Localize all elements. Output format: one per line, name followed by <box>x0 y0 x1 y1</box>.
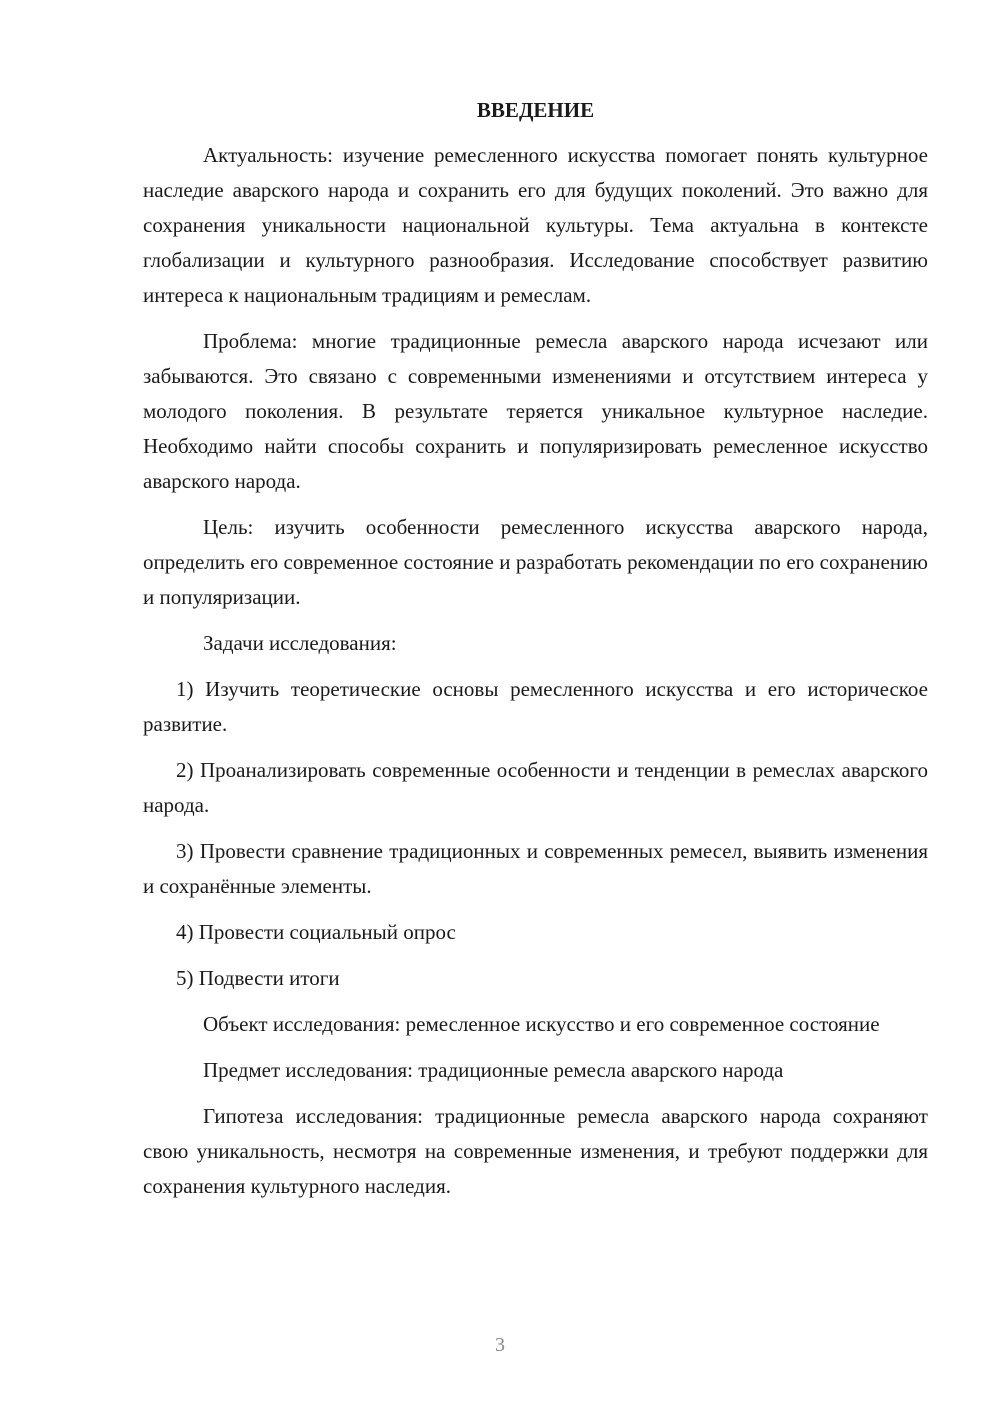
paragraph-relevance: Актуальность: изучение ремесленного искусства помогает понять культурное наследие аварского народа и сохранить его для будущих поколений. Это важно для сохранения уникальности национальной культуры. Тема актуальна в контексте глобализации и культурного разнообразия. Исследование способствует развитию интереса к национальным традициям и ремеслам. <box>143 143 928 307</box>
task-item-2: 2) Проанализировать современные особенности и тенденции в ремеслах аварского народа. <box>143 758 928 817</box>
paragraph-goal: Цель: изучить особенности ремесленного искусства аварского народа, определить его современное состояние и разработать рекомендации по его сохранению и популяризации. <box>143 515 928 609</box>
task-item-1: 1) Изучить теоретические основы ремесленного искусства и его историческое развитие. <box>143 677 928 736</box>
task-item-5: 5) Подвести итоги <box>176 966 340 990</box>
page-title: ВВЕДЕНИЕ <box>476 98 595 122</box>
paragraph-object: Объект исследования: ремесленное искусство и его современное состояние <box>203 1012 880 1036</box>
task-item-4: 4) Провести социальный опрос <box>176 920 456 944</box>
paragraph-subject: Предмет исследования: традиционные ремесла аварского народа <box>203 1058 784 1082</box>
paragraph-tasks-heading: Задачи исследования: <box>203 631 397 655</box>
document-page <box>143 96 928 1215</box>
paragraph-problem: Проблема: многие традиционные ремесла аварского народа исчезают или забываются. Это связано с современными изменениями и отсутствием интереса у молодого поколения. В результате теряется уникальное культурное наследие. Необходимо найти способы сохранить и популяризировать ремесленное искусство аварского народа. <box>143 329 928 493</box>
paragraph-hypothesis: Гипотеза исследования: традиционные ремесла аварского народа сохраняют свою уникальность, несмотря на современные изменения, и требуют поддержки для сохранения культурного наследия. <box>143 1104 928 1198</box>
task-item-3: 3) Провести сравнение традиционных и современных ремесел, выявить изменения и сохранённые элементы. <box>143 839 928 898</box>
page-number: 3 <box>495 1334 505 1356</box>
